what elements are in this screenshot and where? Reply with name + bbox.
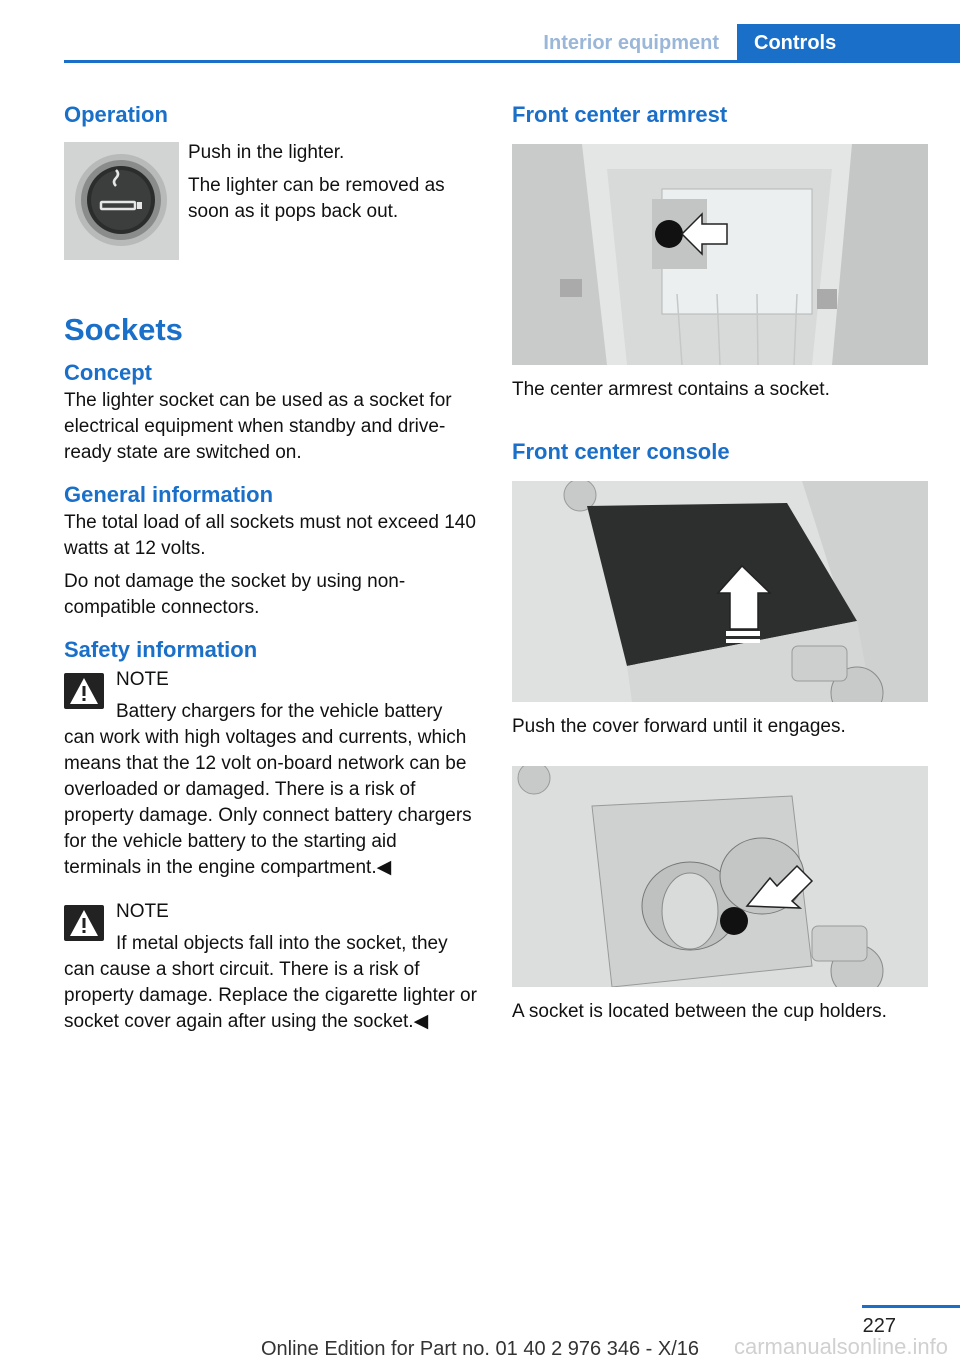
page-number: 227 — [862, 1315, 896, 1337]
operation-section — [64, 100, 478, 260]
lighter-image — [64, 142, 179, 260]
left-column — [64, 100, 478, 1035]
concept-text: The lighter socket can be used as a socket for electrical equipment when standby and drive-ready state are switched on. — [64, 390, 452, 463]
cup-holder-photo — [512, 766, 928, 987]
cup-holder-socket-illustration — [512, 766, 928, 987]
right-column — [512, 100, 928, 1025]
console-cover-photo — [512, 481, 928, 702]
general-info-text-1: The total load of all sockets must not exceed 140 watts at 12 volts. — [64, 512, 476, 559]
note-1-text: Battery chargers for the vehicle battery can work with high voltages and currents, which means that the 12 volt on-board network can be overloaded or damaged. There is a risk of property damage. Only connect battery chargers for the vehicle battery to the starting aid terminals in the engine compartment.◀ — [64, 701, 472, 878]
header-divider — [64, 60, 960, 63]
armrest-caption: The center armrest contains a socket. — [512, 379, 830, 400]
armrest-photo — [512, 144, 928, 365]
armrest-socket-illustration — [512, 144, 928, 365]
operation-line-1: Push in the lighter. — [188, 142, 345, 163]
warning-icon — [64, 673, 104, 709]
console-caption-2: A socket is located between the cup holders. — [512, 1001, 887, 1022]
note-2-text: If metal objects fall into the socket, they can cause a short circuit. There is a risk of property damage. Replace the cigarette lighter or socket cover again after using the socket.◀ — [64, 933, 477, 1032]
armrest-heading: Front center armrest — [512, 102, 728, 127]
watermark: carmanualsonline.info — [733, 1334, 948, 1359]
safety-info-heading: Safety information — [64, 637, 258, 662]
console-cover-illustration — [512, 481, 928, 702]
general-info-text-2: Do not damage the socket by using non-compatible connectors. — [64, 571, 406, 618]
operation-line-2: The lighter can be removed as soon as it pops back out. — [188, 175, 445, 222]
header-section-label: Interior equipment — [543, 32, 719, 54]
warning-icon — [64, 905, 104, 941]
footer-divider — [862, 1305, 960, 1308]
note-2 — [64, 899, 478, 1035]
console-caption-1: Push the cover forward until it engages. — [512, 716, 846, 737]
concept-heading: Concept — [64, 360, 152, 385]
edition-line: Online Edition for Part no. 01 40 2 976 346 - X/16 — [260, 1338, 700, 1360]
note-1-label: NOTE — [116, 669, 169, 690]
console-heading: Front center console — [512, 439, 730, 464]
sockets-heading: Sockets — [64, 312, 183, 347]
note-2-label: NOTE — [116, 901, 169, 922]
general-info-heading: General information — [64, 482, 274, 507]
note-1 — [64, 667, 478, 881]
lighter-icon — [64, 142, 179, 260]
operation-heading: Operation — [64, 102, 168, 127]
header-chapter-tab[interactable]: Controls — [737, 24, 960, 62]
operation-text — [188, 140, 478, 225]
